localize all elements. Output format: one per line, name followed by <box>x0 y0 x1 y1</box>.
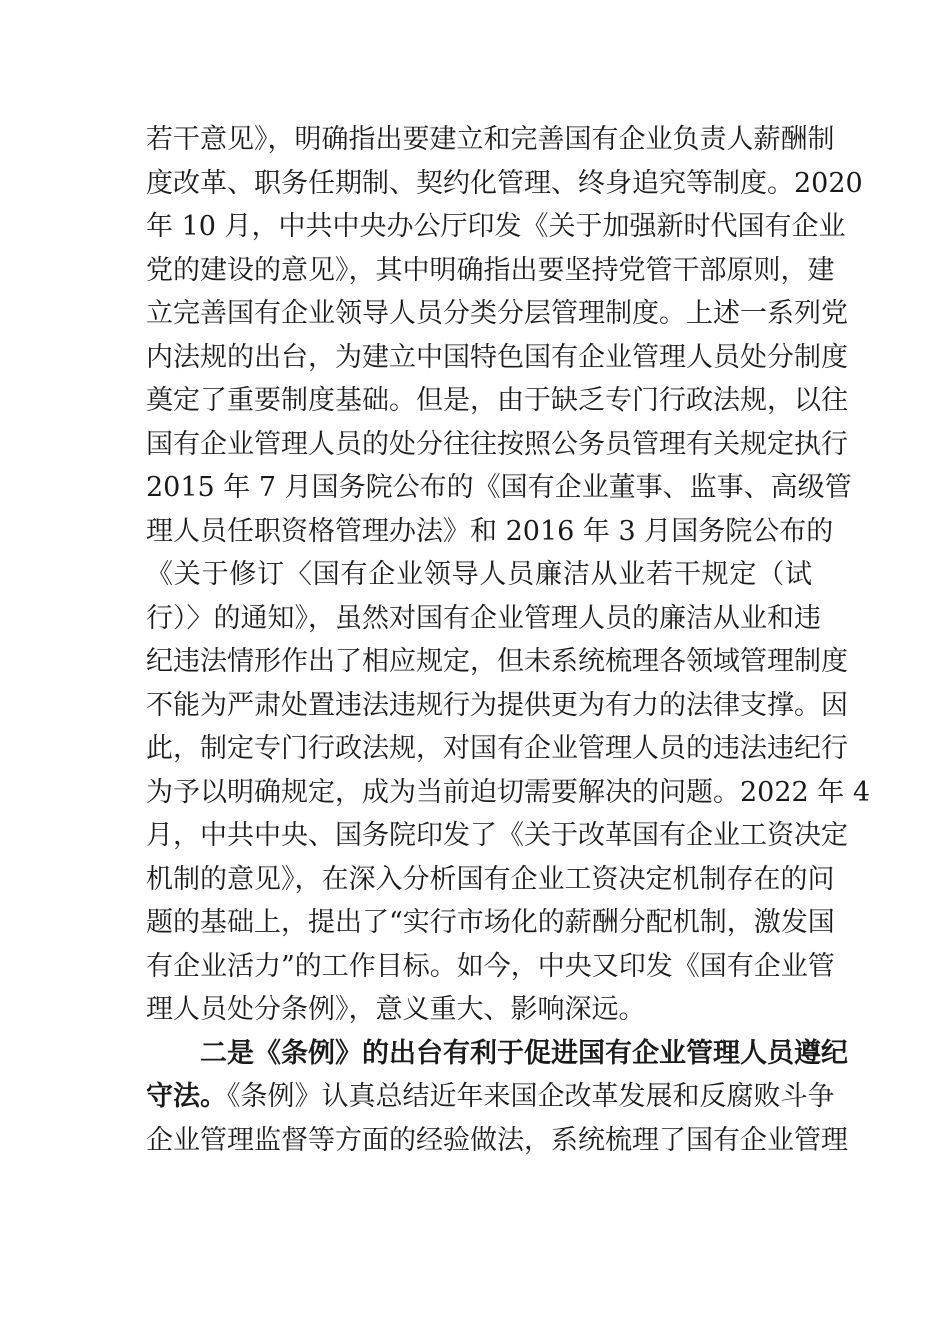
text-line <box>146 1075 835 1119</box>
text-line: 若干意见》，明确指出要建立和完善国有企业负责人薪酬制 <box>146 124 835 155</box>
text-line: 行）〉的通知》，虽然对国有企业管理人员的廉洁从业和违 <box>146 602 821 634</box>
text-line: 度改革、职务任期制、契约化管理、终身追究等制度。2020 <box>146 167 863 199</box>
text-line: 纪违法情形作出了相应规定，但未系统梳理各领域管理制度 <box>146 646 848 677</box>
text-line: 国有企业管理人员的处分往往按照公务员管理有关规定执行 <box>146 428 848 460</box>
text-span: 《条例》认真总结近年来国企改革发展和反腐败斗争 <box>227 1081 835 1112</box>
body-text <box>146 118 871 1162</box>
text-line: 理人员任职资格管理办法》和 2016 年 3 月国务院公布的 <box>146 515 834 547</box>
section-heading-end: 守法。 <box>146 1081 227 1112</box>
text-line: 年 10 月，中共中央办公厅印发《关于加强新时代国有企业 <box>146 211 846 242</box>
text-line: 立完善国有企业领导人员分类分层管理制度。上述一系列党 <box>146 298 848 329</box>
text-line: 奠定了重要制度基础。但是，由于缺乏专门行政法规，以往 <box>146 385 848 416</box>
text-line: 机制的意见》，在深入分析国有企业工资决定机制存在的问 <box>146 863 835 895</box>
text-line: 理人员处分条例》，意义重大、影响深远。 <box>146 994 646 1025</box>
text-line: 不能为严肃处置违法违规行为提供更为有力的法律支撑。因 <box>146 689 848 721</box>
text-line: 《关于修订〈国有企业领导人员廉洁从业若干规定（试 <box>146 559 812 590</box>
section-heading: 二是《条例》的出台有利于促进国有企业管理人员遵纪 <box>200 1037 848 1069</box>
text-line: 内法规的出台，为建立中国特色国有企业管理人员处分制度 <box>146 341 848 373</box>
text-line: 有企业活力”的工作目标。如今，中央又印发《国有企业管 <box>146 950 835 982</box>
text-line: 题的基础上，提出了“实行市场化的薪酬分配机制，激发国 <box>146 907 835 938</box>
text-line: 月，中共中央、国务院印发了《关于改革国有企业工资决定 <box>146 820 848 851</box>
text-line: 企业管理监督等方面的经验做法，系统梳理了国有企业管理 <box>146 1124 848 1156</box>
text-line: 党的建设的意见》，其中明确指出要坚持党管干部原则，建 <box>146 254 835 286</box>
text-line: 此，制定专门行政法规，对国有企业管理人员的违法违纪行 <box>146 733 848 764</box>
text-line: 2015 年 7 月国务院公布的《国有企业董事、监事、高级管 <box>146 472 852 503</box>
text-line: 为予以明确规定，成为当前迫切需要解决的问题。2022 年 4 <box>146 776 871 808</box>
